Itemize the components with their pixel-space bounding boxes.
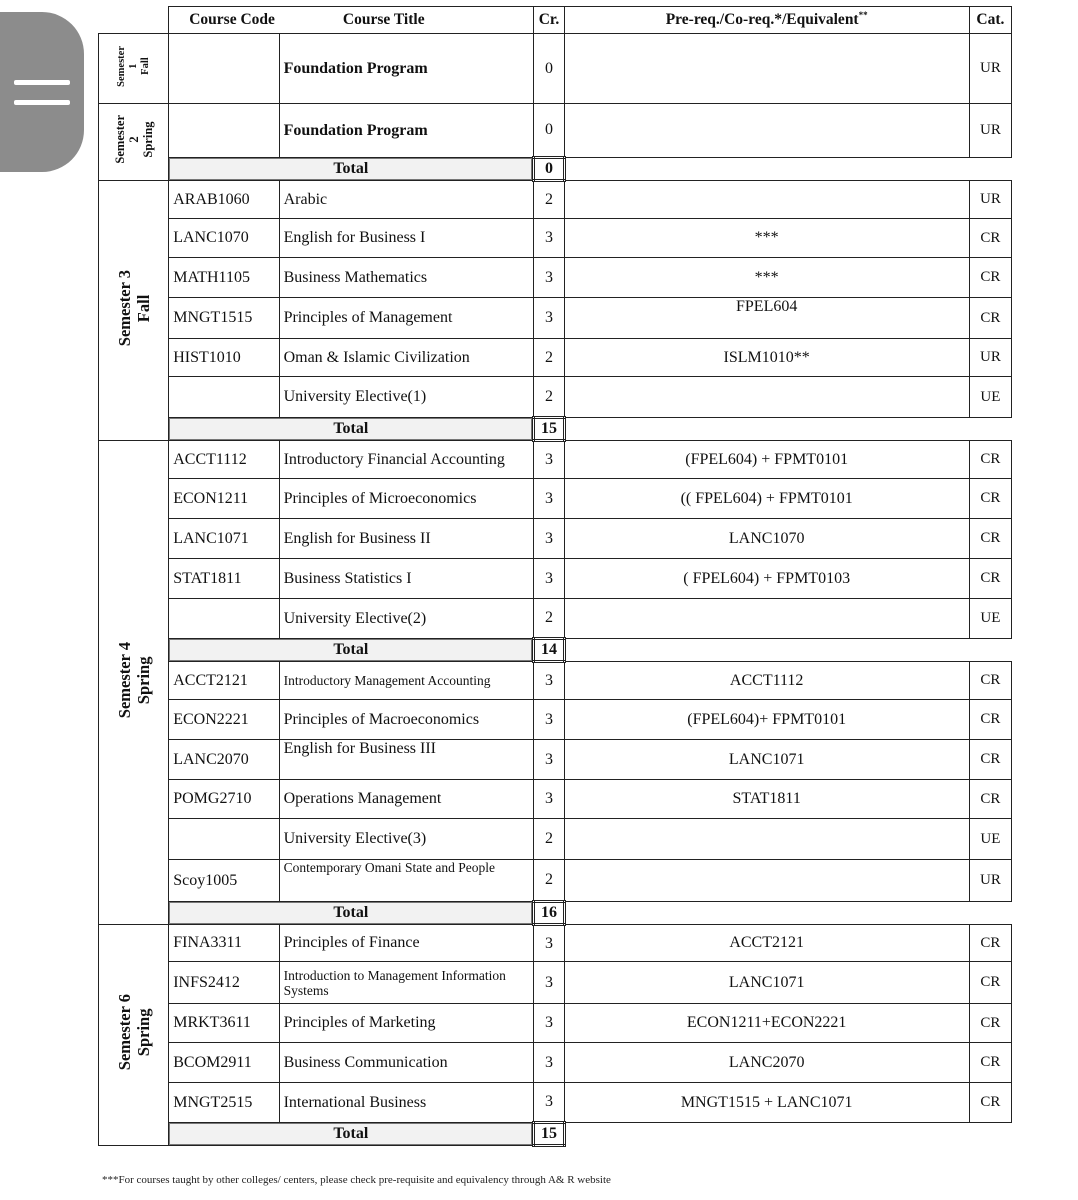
course-title-cell: Business Mathematics xyxy=(279,258,534,298)
total-row xyxy=(99,902,1012,925)
total-label: Total xyxy=(169,902,534,925)
total-label: Total xyxy=(169,418,534,441)
total-label: Total xyxy=(169,639,534,662)
course-title-cell: Business Statistics I xyxy=(279,559,534,599)
credits-cell: 3 xyxy=(534,519,564,559)
total-blank xyxy=(564,418,1011,441)
prereq-cell: ACCT2121 xyxy=(564,925,969,962)
category-cell: CR xyxy=(969,559,1011,599)
course-code-cell xyxy=(169,377,279,418)
course-code-cell xyxy=(169,104,279,158)
course-title-cell: Principles of Management xyxy=(279,298,534,339)
prereq-cell xyxy=(564,181,969,219)
credits-cell: 3 xyxy=(534,441,564,479)
header-course-code: Course Code Course Title xyxy=(169,7,534,34)
course-code-cell: ECON1211 xyxy=(169,479,279,519)
course-row xyxy=(99,298,1012,339)
semester-label xyxy=(99,925,169,1146)
course-title-cell: International Business xyxy=(279,1083,534,1123)
course-code-cell: LANC2070 xyxy=(169,740,279,780)
course-title-cell: Business Communication xyxy=(279,1043,534,1083)
prereq-cell: (( FPEL604) + FPMT0101 xyxy=(564,479,969,519)
category-cell: CR xyxy=(969,780,1011,819)
prereq-cell: ( FPEL604) + FPMT0103 xyxy=(564,559,969,599)
course-code-cell: STAT1811 xyxy=(169,559,279,599)
course-row xyxy=(99,662,1012,700)
category-cell: CR xyxy=(969,298,1011,339)
credits-cell: 3 xyxy=(534,479,564,519)
prereq-cell: ECON1211+ECON2221 xyxy=(564,1004,969,1043)
course-row xyxy=(99,740,1012,780)
total-label: Total xyxy=(169,158,534,181)
prereq-cell: *** xyxy=(564,219,969,258)
course-code-cell: MNGT1515 xyxy=(169,298,279,339)
course-title-cell: Introduction to Management Information Systems xyxy=(279,962,534,1004)
course-code-cell: MNGT2515 xyxy=(169,1083,279,1123)
course-title-cell: English for Business I xyxy=(279,219,534,258)
total-credits: 14 xyxy=(534,639,564,662)
prereq-cell: LANC1071 xyxy=(564,740,969,780)
prereq-cell: MNGT1515 + LANC1071 xyxy=(564,1083,969,1123)
prereq-cell: LANC1070 xyxy=(564,519,969,559)
category-cell: CR xyxy=(969,258,1011,298)
total-credits: 0 xyxy=(534,158,564,181)
course-row xyxy=(99,519,1012,559)
course-code-cell: FINA3311 xyxy=(169,925,279,962)
course-row xyxy=(99,1004,1012,1043)
total-credits: 15 xyxy=(534,1123,564,1146)
total-blank xyxy=(564,1123,1011,1146)
credits-cell: 3 xyxy=(534,740,564,780)
course-row xyxy=(99,377,1012,418)
semester-label-text: Semester 4 Spring xyxy=(114,641,153,719)
category-cell: CR xyxy=(969,441,1011,479)
menu-button[interactable] xyxy=(0,12,84,172)
credits-cell: 2 xyxy=(534,181,564,219)
course-title-cell: English for Business III xyxy=(279,740,534,780)
study-plan-table xyxy=(98,6,1012,1147)
header-credits: Cr. xyxy=(534,7,564,34)
total-blank xyxy=(564,902,1011,925)
category-cell: CR xyxy=(969,1083,1011,1123)
course-row xyxy=(99,1043,1012,1083)
category-cell: UE xyxy=(969,599,1011,639)
category-cell: CR xyxy=(969,519,1011,559)
credits-cell: 2 xyxy=(534,599,564,639)
course-row xyxy=(99,479,1012,519)
prereq-cell xyxy=(564,860,969,902)
course-title-cell: Oman & Islamic Civilization xyxy=(279,339,534,377)
semester-label xyxy=(99,441,169,925)
course-code-cell: MRKT3611 xyxy=(169,1004,279,1043)
category-cell: CR xyxy=(969,700,1011,740)
category-cell: CR xyxy=(969,219,1011,258)
credits-cell: 3 xyxy=(534,700,564,740)
category-cell: UR xyxy=(969,34,1011,104)
course-row xyxy=(99,860,1012,902)
course-title-cell: Introductory Financial Accounting xyxy=(279,441,534,479)
course-code-cell: POMG2710 xyxy=(169,780,279,819)
course-row xyxy=(99,34,1012,104)
prereq-cell: (FPEL604) + FPMT0101 xyxy=(564,441,969,479)
total-blank xyxy=(564,639,1011,662)
header-row xyxy=(99,7,1012,34)
header-category: Cat. xyxy=(969,7,1011,34)
course-title-cell: Arabic xyxy=(279,181,534,219)
course-row xyxy=(99,441,1012,479)
prereq-cell: FPEL604 xyxy=(564,298,969,339)
credits-cell: 3 xyxy=(534,925,564,962)
total-label: Total xyxy=(169,1123,534,1146)
course-code-cell: LANC1070 xyxy=(169,219,279,258)
course-title-cell: Principles of Marketing xyxy=(279,1004,534,1043)
course-code-cell xyxy=(169,819,279,860)
course-row xyxy=(99,181,1012,219)
total-row xyxy=(99,418,1012,441)
category-cell: UR xyxy=(969,104,1011,158)
credits-cell: 3 xyxy=(534,1043,564,1083)
course-title-cell: University Elective(1) xyxy=(279,377,534,418)
course-row xyxy=(99,962,1012,1004)
semester-label-text: Semester 1 Fall xyxy=(115,45,151,87)
prereq-cell: ISLM1010** xyxy=(564,339,969,377)
prereq-cell xyxy=(564,104,969,158)
course-title-cell: Introductory Management Accounting xyxy=(279,662,534,700)
course-title-cell: Principles of Finance xyxy=(279,925,534,962)
credits-cell: 2 xyxy=(534,860,564,902)
semester-label-text: Semester 6 Spring xyxy=(114,994,153,1071)
prereq-cell xyxy=(564,377,969,418)
semester-label xyxy=(99,181,169,441)
category-cell: CR xyxy=(969,662,1011,700)
course-title-cell: English for Business II xyxy=(279,519,534,559)
credits-cell: 3 xyxy=(534,1083,564,1123)
course-code-cell: Scoy1005 xyxy=(169,860,279,902)
credits-cell: 3 xyxy=(534,1004,564,1043)
prereq-cell: *** xyxy=(564,258,969,298)
footnote: ***For courses taught by other colleges/ centers, please check pre-requisite and equivalency through A& R website xyxy=(102,1174,611,1186)
course-row xyxy=(99,819,1012,860)
course-title-cell: University Elective(3) xyxy=(279,819,534,860)
course-code-cell: LANC1071 xyxy=(169,519,279,559)
course-title-cell: Operations Management xyxy=(279,780,534,819)
course-code-cell: ACCT1112 xyxy=(169,441,279,479)
credits-cell: 3 xyxy=(534,962,564,1004)
course-title-cell: University Elective(2) xyxy=(279,599,534,639)
course-code-cell: ECON2221 xyxy=(169,700,279,740)
total-blank xyxy=(564,158,1011,181)
semester-label xyxy=(99,34,169,104)
course-code-cell: BCOM2911 xyxy=(169,1043,279,1083)
course-code-cell: MATH1105 xyxy=(169,258,279,298)
semester-label-text: Semester 2 Spring xyxy=(112,115,155,164)
credits-cell: 3 xyxy=(534,219,564,258)
header-spacer xyxy=(99,7,169,34)
course-row xyxy=(99,1083,1012,1123)
category-cell: CR xyxy=(969,925,1011,962)
header-prereq: Pre-req./Co-req.*/Equivalent** xyxy=(564,7,969,34)
course-code-cell: INFS2412 xyxy=(169,962,279,1004)
total-credits: 16 xyxy=(534,902,564,925)
course-row xyxy=(99,925,1012,962)
menu-bar-icon xyxy=(14,80,70,85)
course-code-cell xyxy=(169,34,279,104)
credits-cell: 3 xyxy=(534,258,564,298)
course-title-cell: Foundation Program xyxy=(279,34,534,104)
prereq-cell: LANC2070 xyxy=(564,1043,969,1083)
course-row xyxy=(99,599,1012,639)
category-cell: UR xyxy=(969,860,1011,902)
credits-cell: 2 xyxy=(534,339,564,377)
course-row xyxy=(99,700,1012,740)
total-row xyxy=(99,639,1012,662)
course-row xyxy=(99,104,1012,158)
category-cell: CR xyxy=(969,740,1011,780)
credits-cell: 3 xyxy=(534,559,564,599)
prereq-cell xyxy=(564,819,969,860)
category-cell: CR xyxy=(969,1004,1011,1043)
prereq-cell: LANC1071 xyxy=(564,962,969,1004)
total-row xyxy=(99,1123,1012,1146)
category-cell: UR xyxy=(969,181,1011,219)
credits-cell: 2 xyxy=(534,377,564,418)
category-cell: CR xyxy=(969,479,1011,519)
course-title-cell: Principles of Microeconomics xyxy=(279,479,534,519)
course-code-cell: ACCT2121 xyxy=(169,662,279,700)
course-row xyxy=(99,780,1012,819)
prereq-cell: ACCT1112 xyxy=(564,662,969,700)
credits-cell: 3 xyxy=(534,780,564,819)
course-code-cell: HIST1010 xyxy=(169,339,279,377)
prereq-cell xyxy=(564,34,969,104)
course-row xyxy=(99,258,1012,298)
prereq-cell: (FPEL604)+ FPMT0101 xyxy=(564,700,969,740)
course-title-cell: Foundation Program xyxy=(279,104,534,158)
category-cell: UE xyxy=(969,377,1011,418)
semester-label-text: Semester 3 Fall xyxy=(114,269,153,347)
total-credits: 15 xyxy=(534,418,564,441)
credits-cell: 3 xyxy=(534,662,564,700)
prereq-cell xyxy=(564,599,969,639)
category-cell: UR xyxy=(969,339,1011,377)
semester-label xyxy=(99,104,169,181)
category-cell: UE xyxy=(969,819,1011,860)
course-code-cell xyxy=(169,599,279,639)
course-row xyxy=(99,339,1012,377)
credits-cell: 3 xyxy=(534,298,564,339)
course-row xyxy=(99,559,1012,599)
category-cell: CR xyxy=(969,1043,1011,1083)
credits-cell: 0 xyxy=(534,104,564,158)
menu-bar-icon xyxy=(14,100,70,105)
prereq-cell: STAT1811 xyxy=(564,780,969,819)
credits-cell: 2 xyxy=(534,819,564,860)
credits-cell: 0 xyxy=(534,34,564,104)
course-title-cell: Principles of Macroeconomics xyxy=(279,700,534,740)
course-title-cell: Contemporary Omani State and People xyxy=(279,860,534,902)
category-cell: CR xyxy=(969,962,1011,1004)
total-row xyxy=(99,158,1012,181)
course-code-cell: ARAB1060 xyxy=(169,181,279,219)
course-row xyxy=(99,219,1012,258)
